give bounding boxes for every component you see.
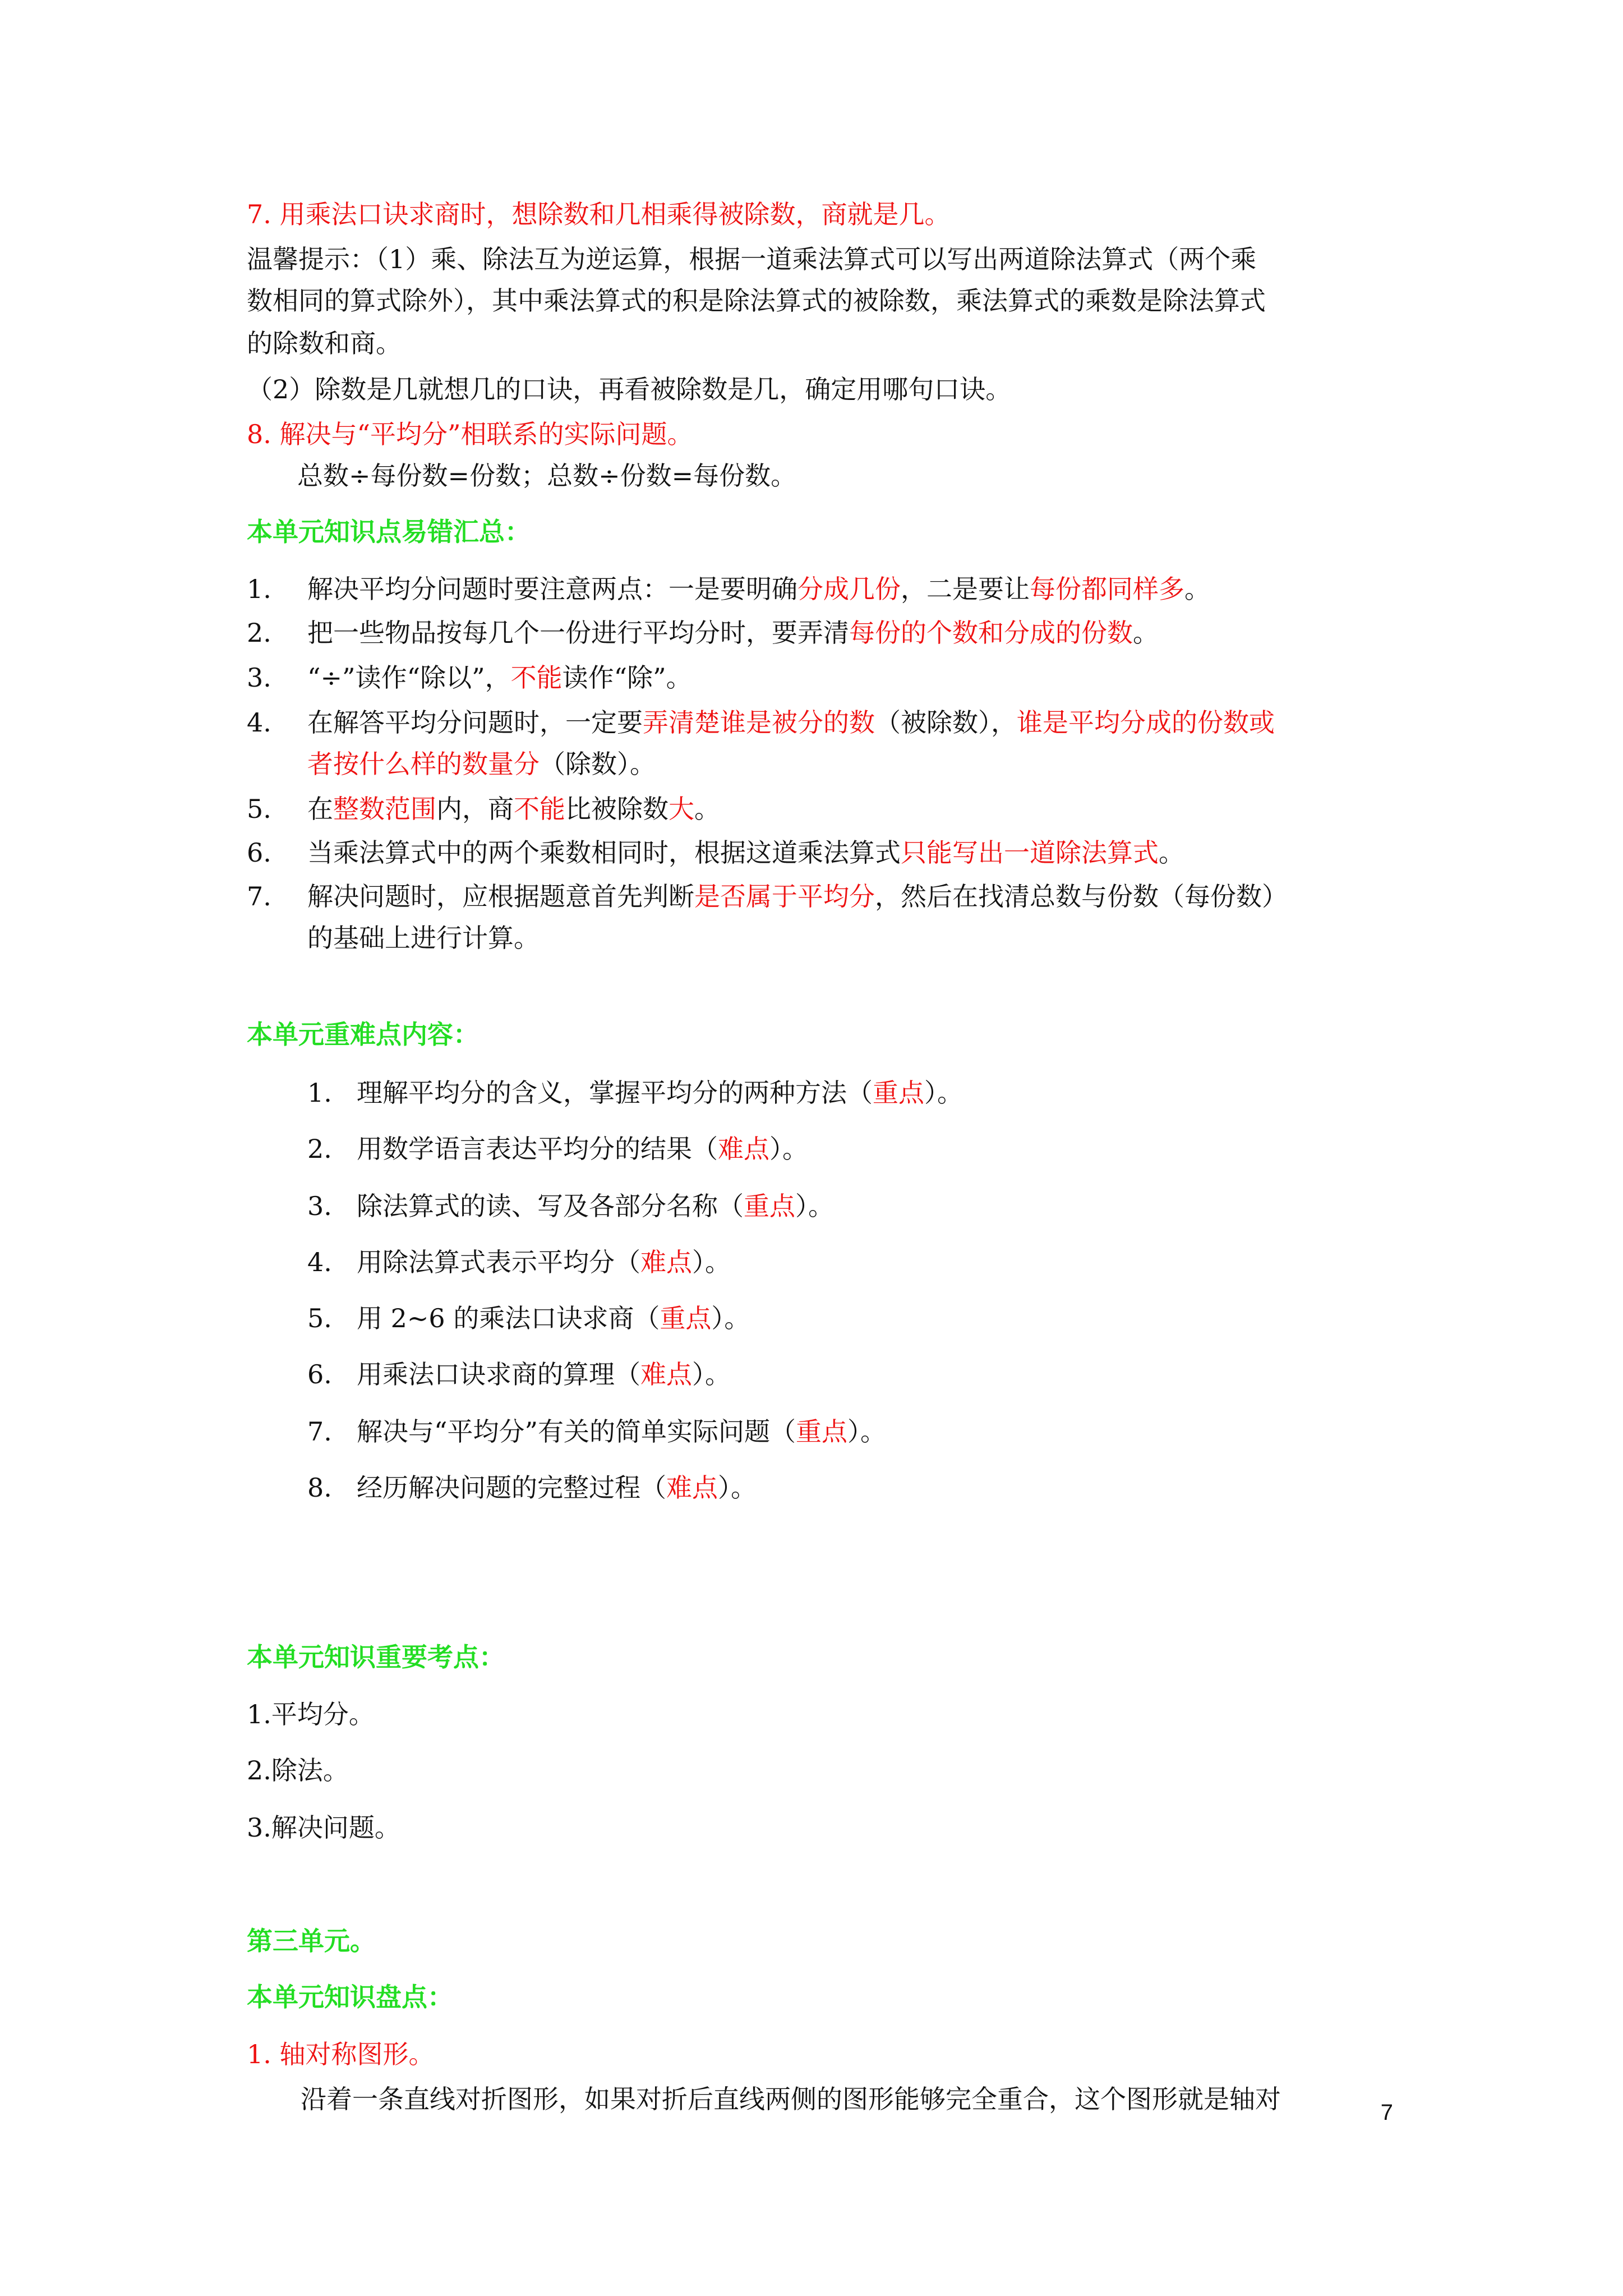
list-item: 2.除法。 xyxy=(247,1755,349,1786)
list-item: 3.解决问题。 xyxy=(247,1812,400,1843)
list-number: 2. xyxy=(307,1134,332,1164)
list-item: 4. 在解答平均分问题时，一定要弄清楚谁是被分的数（被除数），谁是平均分成的份数或 xyxy=(247,706,1275,739)
key-points-heading: 本单元重难点内容： xyxy=(247,1019,479,1050)
list-number: 6. xyxy=(307,1359,332,1389)
list-item: 6. 用乘法口诀求商的算理（难点）。 xyxy=(307,1358,731,1391)
list-number: 4. xyxy=(247,707,271,738)
list-number: 7. xyxy=(247,881,271,912)
list-number: 1. xyxy=(307,1078,332,1108)
item7-title: 7. 用乘法口诀求商时，想除数和几相乘得被除数，商就是几。 xyxy=(247,199,951,229)
list-item-continuation: 者按什么样的数量分（除数）。 xyxy=(307,749,656,779)
unit3-heading: 第三单元。 xyxy=(247,1926,376,1956)
item8-formula: 总数÷每份数=份数；总数÷份数=每份数。 xyxy=(297,461,797,491)
list-item: 4. 用除法算式表示平均分（难点）。 xyxy=(307,1245,731,1279)
unit3-item1-title: 1. 轴对称图形。 xyxy=(247,2039,435,2069)
tip-line-3: 的除数和商。 xyxy=(247,328,402,358)
list-number: 3. xyxy=(247,662,271,693)
tip-line-2: 数相同的算式除外），其中乘法算式的积是除法算式的被除数，乘法算式的乘数是除法算式 xyxy=(247,286,1266,316)
list-number: 7. xyxy=(307,1416,332,1447)
list-item: 8. 经历解决问题的完整过程（难点）。 xyxy=(307,1471,757,1504)
list-number: 8. xyxy=(307,1473,332,1503)
list-item: 7. 解决与“平均分”有关的简单实际问题（重点）。 xyxy=(307,1415,886,1448)
list-item: 1. 理解平均分的含义，掌握平均分的两种方法（重点）。 xyxy=(307,1076,963,1110)
list-number: 3. xyxy=(307,1191,332,1221)
mistakes-heading: 本单元知识点易错汇总： xyxy=(247,517,531,547)
list-item: 7. 解决问题时，应根据题意首先判断是否属于平均分，然后在找清总数与份数（每份数） xyxy=(247,880,1288,913)
list-number: 6. xyxy=(247,838,271,868)
list-number: 4. xyxy=(307,1247,332,1277)
list-item: 2. 用数学语言表达平均分的结果（难点）。 xyxy=(307,1132,808,1166)
page-number: 7 xyxy=(1380,2100,1393,2125)
tip-line-1: 温馨提示：（1）乘、除法互为逆运算，根据一道乘法算式可以写出两道除法算式（两个乘 xyxy=(247,244,1257,274)
list-item-continuation: 的基础上进行计算。 xyxy=(307,923,540,953)
list-item: 3. 除法算式的读、写及各部分名称（重点）。 xyxy=(307,1189,834,1223)
list-item: 1. 解决平均分问题时要注意两点：一是要明确分成几份，二是要让每份都同样多。 xyxy=(247,572,1210,606)
list-number: 2. xyxy=(247,618,271,648)
list-item: 6. 当乘法算式中的两个乘数相同时，根据这道乘法算式只能写出一道除法算式。 xyxy=(247,836,1184,869)
list-item: 2. 把一些物品按每几个一份进行平均分时，要弄清每份的个数和分成的份数。 xyxy=(247,616,1159,650)
item8-title: 8. 解决与“平均分”相联系的实际问题。 xyxy=(247,419,693,449)
list-item: 5. 在整数范围内，商不能比被除数大。 xyxy=(247,792,720,826)
tip-line-4: （2）除数是几就想几的口诀，再看被除数是几，确定用哪句口诀。 xyxy=(247,374,1012,404)
list-number: 5. xyxy=(247,794,271,824)
list-number: 1. xyxy=(247,574,271,604)
list-item: 5. 用 2~6 的乘法口诀求商（重点）。 xyxy=(307,1301,750,1335)
unit3-item1-text: 沿着一条直线对折图形，如果对折后直线两侧的图形能够完全重合，这个图形就是轴对 xyxy=(301,2084,1281,2114)
list-item: 3. “÷”读作“除以”，不能读作“除”。 xyxy=(247,661,692,694)
list-number: 5. xyxy=(307,1303,332,1333)
list-item: 1.平均分。 xyxy=(247,1699,375,1729)
unit3-subheading: 本单元知识盘点： xyxy=(247,1982,453,2012)
exam-points-heading: 本单元知识重要考点： xyxy=(247,1642,505,1672)
